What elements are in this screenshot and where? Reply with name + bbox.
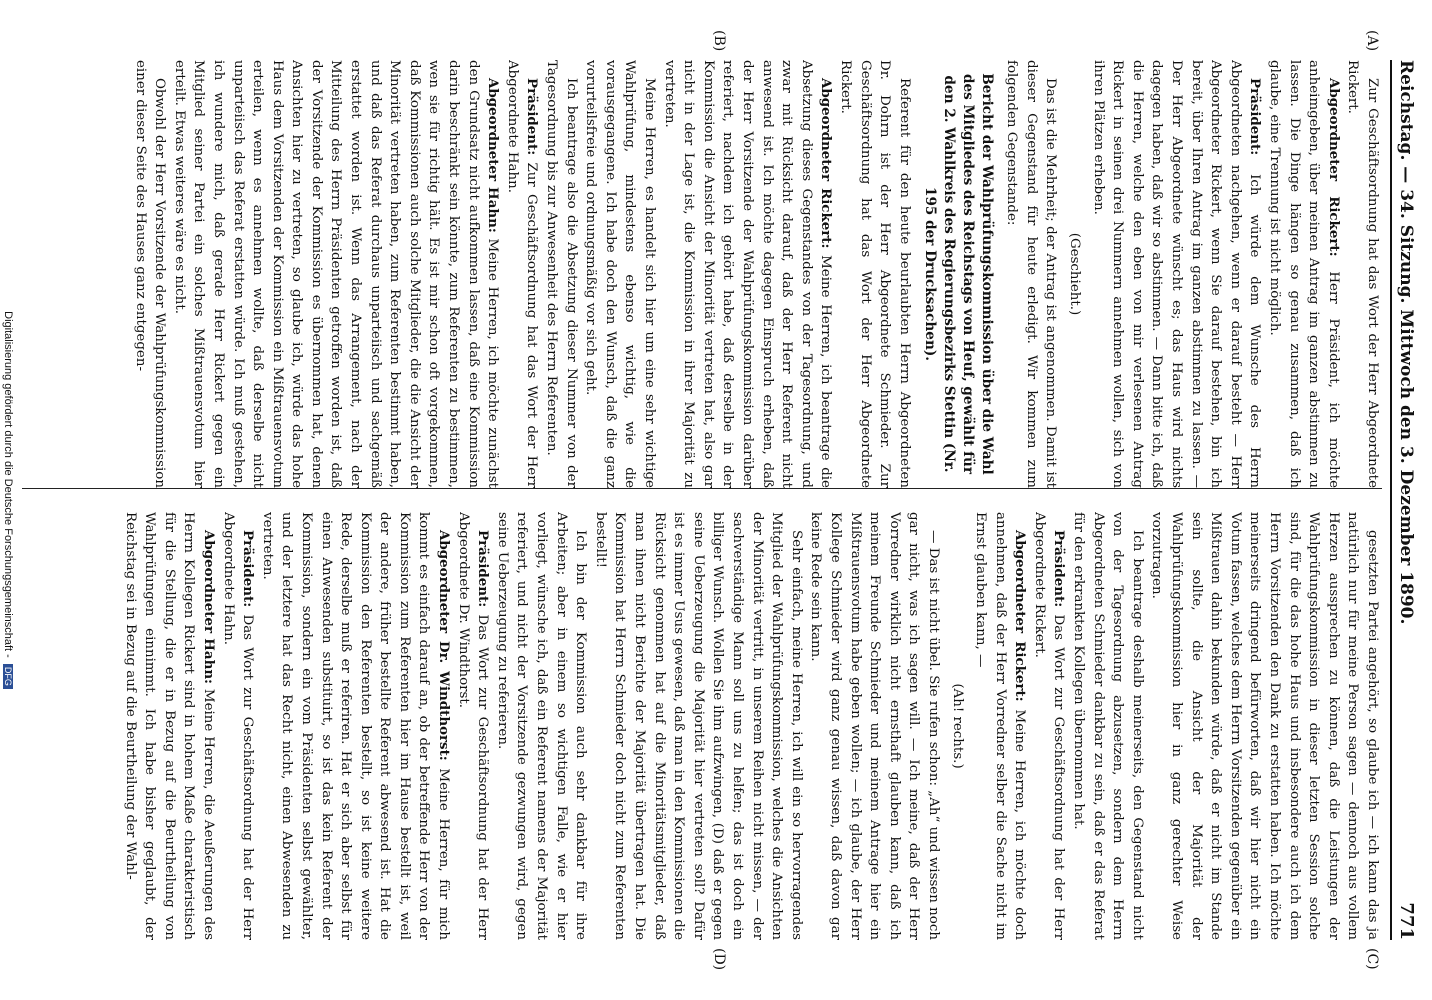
- margin-mark-c: (C): [1364, 948, 1380, 970]
- right-column: [22, 512, 1382, 940]
- speech-text: Das Wort zur Geschäftsordnung hat der Herr Abgeordnete Hahn.: [220, 512, 256, 940]
- paragraph: [169, 60, 502, 488]
- dfg-logo: DFG: [3, 664, 13, 689]
- running-title: Reichstag. — 34. Sitzung. Mittwoch den 3. Dezember 1890.: [1396, 60, 1416, 625]
- digitization-credit: Digitalisierung gefördert durch die Deutsche Forschungsgemeinschaft -: [2, 311, 14, 658]
- paragraph: [1088, 60, 1264, 488]
- paragraph: [971, 512, 1030, 940]
- speech-text: Herr Präsident, ich möchte anheimgeben, über meinen Antrag im ganzen abstimmen zu lassen. Die Dinge hängen so genau zusammen, daß ich glaube, eine Trennung ist nicht möglich.: [1267, 60, 1341, 488]
- paragraph: [218, 512, 257, 940]
- left-column: [22, 60, 1382, 488]
- speech-text: Das Wort zur Geschäftsordnung hat der Herr Abgeordnete Rickert.: [1031, 512, 1067, 940]
- paragraph: Obwohl der Herr Vorsitzende der Wahlprüfungskommission einer dieser Seite des Hauses ganz entgegen-: [132, 60, 168, 488]
- paragraph: Meine Herren, es handelt sich hier um eine sehr wichtige Wahlprüfung, mindestens ebenso wichtig, wie die vorausgegangene. Ich habe doch den Wunsch, daß die ganz vorurteilsfreie und ordnungsmäßig vor sich geht.: [583, 60, 657, 488]
- speaker-name: Präsident:: [1051, 530, 1068, 608]
- paragraph: Das ist die Mehrheit; der Antrag ist angenommen. Damit ist dieser Gegenstand für heute erledigt. Wir kommen zum folgenden Gegenstande:: [1004, 60, 1059, 488]
- speaker-name: Abgeordneter Rickert:: [1325, 78, 1342, 257]
- speaker-name: Präsident:: [240, 530, 257, 608]
- speech-text: Meine Herren, die Aeußerungen des Herrn Kollegen Rickert sind in hohem Maße charakteristisch für die Stellung, die er in Bezug auf die Beurtheilung von Wahlprüfungen einnimmt. Ich habe bisher geglaubt, der Reichstag sei in Bezug auf die Beurtheilung der Wahl-: [122, 512, 216, 940]
- stage-direction: (Ah! rechts.): [949, 683, 965, 769]
- speech-text: Zur Geschäftsordnung hat das Wort der Herr Abgeordnete Hahn.: [504, 60, 540, 488]
- speech-text: Meine Herren, ich beantrage die Absetzung dieses Gegenstandes von der Tagesordnung, und zwar mit Rücksicht darauf, daß der Herr Referent nicht anwesend ist. Ich möchte dagegen Einspruch erheben, daß der Herr Vorsitzende der Wahlprüfungskommission darüber referiert, nachdem ich gehört habe, daß derselbe in der Kommission die Ansicht der Minorität vertreten hat, also gar nicht in der Lage ist, die Kommission in ihrer Majorität zu vertreten.: [661, 60, 834, 488]
- speaker-name: Abgeordneter Rickert:: [818, 78, 835, 249]
- speaker-name: Abgeordneter Dr. Windthorst:: [436, 530, 453, 761]
- paragraph: [257, 512, 453, 940]
- speech-text: Meine Herren, für mich kommt es einfach darauf an, ob der betreffende Herr von der Kommission zum Referenten hier im Hause bestellt ist, weil der andere, früher bestellte Referent abwesend ist. Hat die Kommission den Referenten bestellt, so ist keine weitere Rede, derselbe muß er referiren. Hat er sich aber selbst für einen Anwesenden substituirt, so ist das kein Referent der Kommission, sondern ein vom Präsidenten selbst gewählter, und der letztere hat das Recht nicht, einen Abwesenden zu vertreten.: [259, 512, 452, 940]
- speech-text: Meine Herren, ich möchte doch annehmen, daß der Herr Vorredner selber die Sache nicht im Ernst glauben kann, —: [973, 512, 1028, 940]
- column-rule: [22, 488, 1382, 489]
- speaker-name: Präsident:: [475, 530, 492, 608]
- margin-mark-d: (D): [711, 948, 727, 971]
- paragraph: Ich beantrage deshalb meinerseits, den Gegenstand nicht von der Tagesordnung abzusetzen, sondern dem Herrn Abgeordneten Schmieder dankbar zu sein, daß er das Referat für den erkrankten Kollegen übernommen hat.: [1071, 512, 1145, 940]
- paragraph: Zur Geschäftsordnung hat das Wort der Herr Abgeordnete Rickert.: [1345, 60, 1380, 488]
- paragraph: [1264, 60, 1342, 488]
- paragraph: [502, 60, 541, 488]
- header-rule: [1390, 60, 1392, 940]
- speech-text: Meine Herren, ich möchte zunächst den Grundsatz nicht aufkommen lassen, daß eine Kommission darin beschränkt sein könnte, zum Referenten zu bestimmen, wen sie für richtig hält. Es ist mir schon oft vorgekommen, daß Kommissionen auch solche Mitglieder, die die Ansicht der Minorität vertreten haben, zum Referenten bestimmt haben, und daß das Referat durchaus unparteiisch und sachgemäß erstattet worden ist. Wenn das Arrangement, nach der Mitteilung des Herrn Präsidenten getroffen worden ist, daß der Vorsitzende der Kommission es übernommen hat, denen Ansichten hier zu vertreten, so glaube ich, würde das hohe Haus dem Vorsitzenden der Kommission ein Mißtrauensvotum erteilen, wenn es annehmen wollte, daß derselbe nicht unparteiisch das Referat erstatten würde. Ich muß gestehen, ich wundere mich, daß gerade Herr Rickert gegen ein Mitglied seiner Partei ein solches Mißtrauensvotum hier erteilt. Etwas weiteres wäre es nicht.: [171, 60, 501, 488]
- running-header: [1396, 60, 1424, 940]
- margin-mark-a: (A): [1364, 30, 1380, 52]
- stage-direction: (Geschieht.): [1067, 232, 1083, 316]
- paragraph: [120, 512, 218, 940]
- paragraph: — Das ist nicht übel. Sie rufen schon: „Ah“ und wissen noch gar nicht, was ich sagen will. — Ich meine, daß der Herr Vorredner wirklich nicht ernsthaft glauben kann, daß ich meinem Freunde Schmieder und meinem Antrage hier ein Mißtrauensvotum habe geben wollen; — ich glaube, der Herr Kollege Schmieder wird ganz genau wissen, daß davon gar keine Rede sein kann.: [808, 512, 941, 940]
- footer-note: [2, 0, 14, 1000]
- paragraph: gesetzten Partei angehört, so glaube ich — ich kann das ja natürlich nur für meine Person sagen — dennoch aus vollem Herzen aussprechen zu können, daß die Leistungen der Wahlprüfungskommission in dieser letzten Session solche sind, für die das hohe Haus und insbesondere auch ich dem Herrn Vorsitzenden den Dank zu erstatten haben. Ich möchte meinerseits dringend befürworten, daß wir hier nicht ein Votum fassen, welches dem Herrn Vorsitzenden gegenüber ein Mißtrauen dahin bekunden würde, daß er nicht im Stande sein sollte, die Ansicht der Majorität der Wahlprüfungskommission hier in ganz gerechter Weise vorzutragen.: [1149, 512, 1380, 940]
- paragraph: [453, 512, 492, 940]
- speaker-name: Abgeordneter Hahn:: [485, 78, 502, 233]
- page-number: 771: [1396, 902, 1417, 940]
- speaker-name: Abgeordneter Rickert:: [1012, 530, 1029, 702]
- paragraph: Sehr einfach, meine Herren, ich will ein so hervorragendes Mitglied der Wahlprüfungskommission, welches die Ansichten der Minorität vertritt, in unserem Reihen nicht missen, — der sachverständige Mann soll uns zu helfen; das ist doch ein billiger Wunsch. Wollen Sie ihm aufzwingen, (D) daß er gegen seine Ueberzeugung die Majorität hier vertreten soll? Dafür ist es immer Usus gewesen, daß man in den Kommissionen die Rücksicht genommen hat auf die Minoritätsmitglieder, daß man ihnen nicht Berichte der Majorität übertragen hat. Die Kommission hat Herrn Schmieder doch nicht zum Referenten bestellt!: [592, 512, 804, 940]
- speaker-name: Präsident:: [1247, 78, 1264, 156]
- paragraph: Ich bin der Kommission auch sehr dankbar für ihre Arbeiten; aber in einem so wichtigen Falle, wie er hier vorliegt, wünsche ich, daß ein Referent namens der Majorität referiert, und nicht der Vorsitzende gezwungen wird, gegen seine Ueberzeugung zu referieren.: [494, 512, 589, 940]
- paragraph: Ich beantrage also die Absetzung dieser Nummer von der Tagesordnung bis zur Anwesenheit des Herrn Referenten.: [544, 60, 579, 488]
- speech-text: Ich würde dem Wunsche des Herrn Abgeordneten nachgehen, wenn er darauf besteht — Herr Abgeordneter Rickert, wenn Sie darauf bestehen, bin ich bereit, über Ihren Antrag im ganzen abstimmen zu lassen. — Der Herr Abgeordnete wünscht es; das Haus wird nichts dagegen haben, daß wir so abstimmen. — Dann bitte ich, daß die Herren, welche den eben von mir verlesenen Antrag Rickert in seinen drei Nummern annehmen wollen, sich von ihren Plätzen erheben.: [1090, 60, 1263, 488]
- speaker-name: Abgeordneter Hahn:: [200, 530, 217, 685]
- section-heading: Bericht der Wahlprüfungskommission über die Wahl des Mitgliedes des Reichstags von Heuf, gewählt für den 2. Wahlkreis des Regierungsbezirks Stettin (Nr. 195 der Drucksachen).: [921, 73, 995, 475]
- speaker-name: Präsident:: [524, 78, 541, 156]
- margin-mark-b: (B): [711, 30, 727, 52]
- paragraph: [659, 60, 835, 488]
- paragraph: Referent für den heute beurlaubten Herrn Abgeordneten Dr. Dohrn ist der Herr Abgeordnete Schmieder. Zur Geschäftsordnung hat das Wort der Herr Abgeordnete Rickert.: [837, 60, 912, 488]
- paragraph: [1029, 512, 1068, 940]
- speech-text: Das Wort zur Geschäftsordnung hat der Herr Abgeordnete Dr. Windthorst.: [455, 512, 491, 940]
